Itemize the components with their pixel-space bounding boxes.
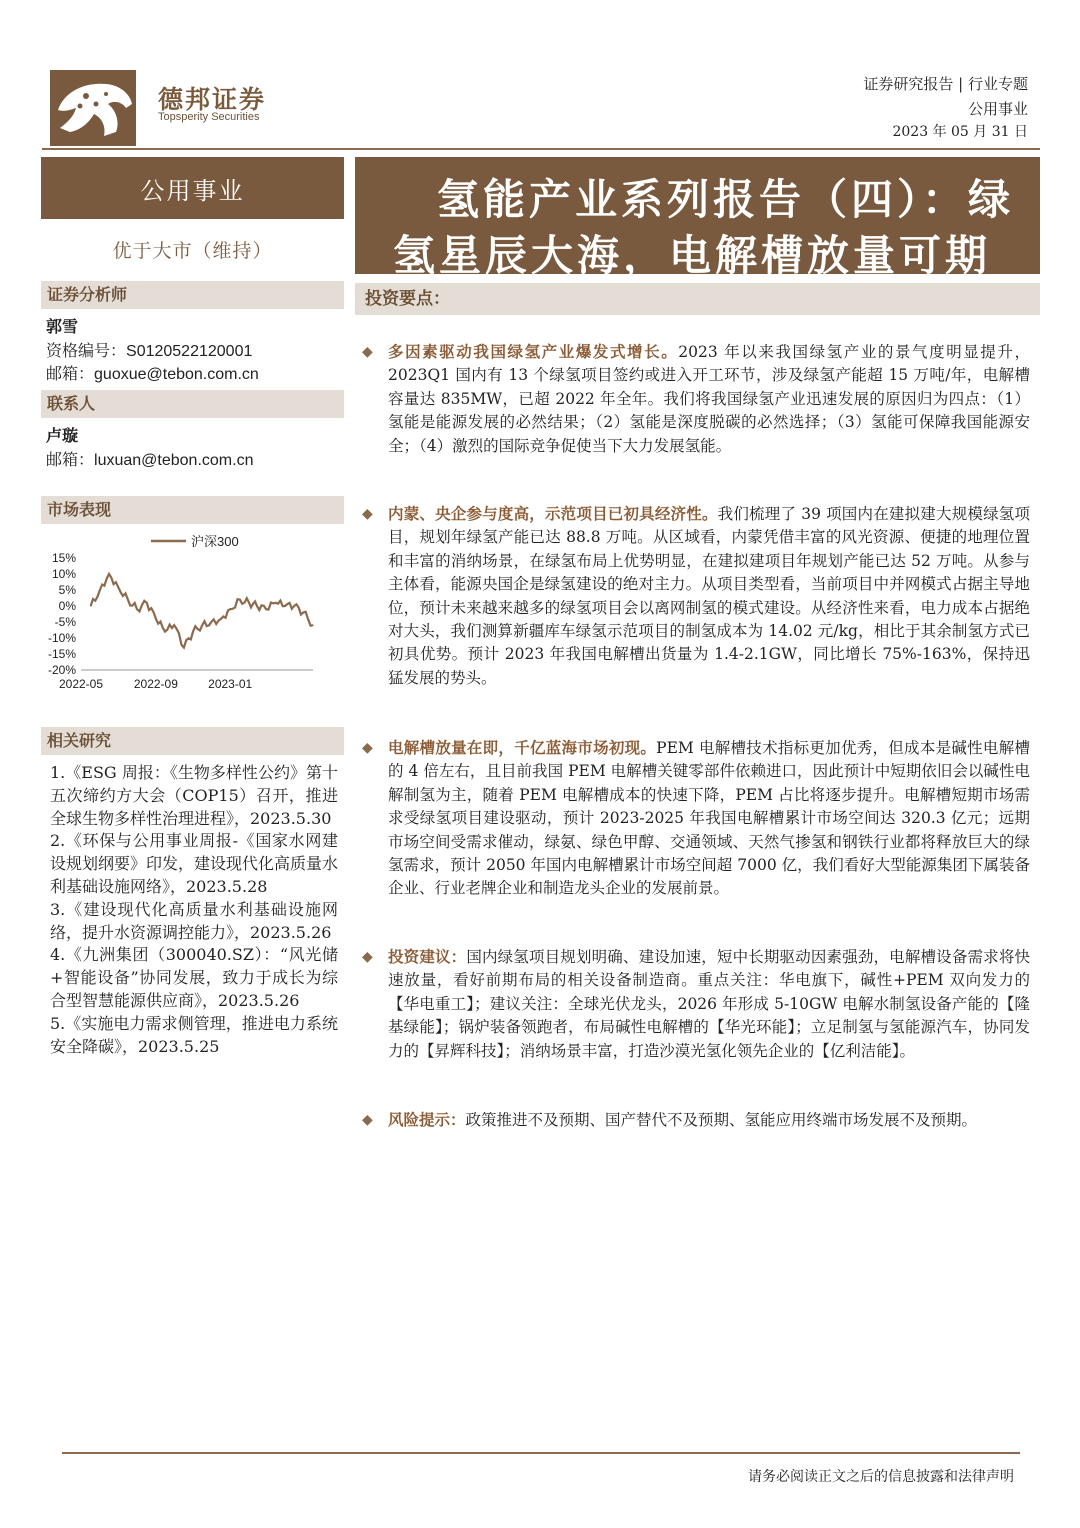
research-item[interactable]: 1.《ESG 周报：《生物多样性公约》第十五次缔约方大会（COP15）召开，推进全球生物多样性治理进程》，2023.5.30 (50, 763, 338, 828)
series-point (136, 609, 137, 610)
series-point (266, 609, 267, 610)
key-point-body: 我们梳理了 39 项国内在建拟建大规模绿氢项目，规划年绿氢产能已达 88.8 万吨。从区域看，内蒙凭借丰富的风光资源、便捷的地理位置和丰富的消纳场景，在绿氢布局上优势明显，在建拟建项目年规划产能已达 52 万吨。从参与主体看，能源央国企是绿氢建设的绝对主力。从项目类型看，当前项目中并网模式占据主导地位，预计未来越来越多的绿氢项目会以离网制氢的模式建设。从经济性来看，电力成本占据绝对大头，我们测算新疆库车绿氢示范项目的制氢成本为 14.02 元/kg，相比于其余制氢方式已初具优势。预计 2023 年我国电解槽出货量为 1.4-2.1GW，同比增长 75%-163%，保持迅猛发展的势头。 (388, 505, 1030, 687)
report-title (355, 157, 1040, 280)
analyst-header: 证券分析师 (41, 281, 344, 309)
report-sector: 公用事业 (967, 100, 1028, 118)
brand-name-cn: 德邦证券 (158, 85, 267, 114)
series-point (303, 612, 304, 613)
footer-divider (62, 1452, 1020, 1454)
research-item[interactable]: 5.《实施电力需求侧管理，推进电力系统安全降碳》，2023.5.25 (50, 1013, 338, 1056)
contact-header: 联系人 (41, 390, 344, 418)
series-point (127, 599, 128, 600)
y-tick-label: 5% (58, 583, 76, 597)
brand-logo (50, 70, 136, 146)
series-point (294, 605, 295, 606)
series-point (312, 625, 313, 626)
market-performance-chart (41, 528, 321, 700)
key-point (362, 1108, 1030, 1132)
x-tick-label: 2022-05 (58, 677, 104, 691)
y-tick-label: -20% (47, 663, 76, 677)
key-point-lead: 风险提示： (388, 1110, 466, 1129)
x-tick-label: 2022-09 (133, 677, 178, 691)
y-tick-label: 15% (51, 551, 76, 565)
series-line-hs300 (91, 574, 313, 648)
series-point (256, 605, 257, 606)
related-research-list (50, 762, 338, 1058)
y-tick-label: -15% (47, 647, 76, 661)
series-point (183, 647, 184, 648)
key-point (362, 945, 1030, 1063)
series-point (155, 618, 156, 619)
research-item[interactable]: 4.《九洲集团（300040.SZ）：“风光储+智能设备”协同发展，致力于成长为综合型智慧能源供应商》，2023.5.26 (50, 945, 338, 1010)
analyst-cert-value: S0120522120001 (126, 343, 253, 360)
analyst-cert (46, 338, 252, 361)
y-tick-label: -5% (54, 615, 76, 629)
series-point (192, 631, 193, 632)
footer-disclaimer: 请务必阅读正文之后的信息披露和法律声明 (748, 1469, 1014, 1485)
key-point-body: 国内绿氢项目规划明确、建设加速，短中长期驱动因素强劲，电解槽设备需求将快速放量，看好前期布局的相关设备制造商。重点关注：华电旗下，碱性+PEM 双向发力的【华电重工】；建议关注：全球光伏龙头，2026 年形成 5-10GW 电解水制氢设备产能的【隆基绿能】；锅炉装备领跑者，布局碱性电解槽的【华光环能】；立足制氢与氢能源汽车，协同发力的【昇辉科技】；消纳场景丰富，打造沙漠光氢化领先企业的【亿利洁能】。 (388, 948, 1030, 1060)
bullet-icon: ◆ (362, 1112, 373, 1128)
contact-email-label: 邮箱： (46, 450, 95, 469)
key-point-body: PEM 电解槽技术指标更加优秀，但成本是碱性电解槽的 4 倍左右，且目前我国 PEM 电解槽关键零部件依赖进口，因此预计中短期依旧会以碱性电解制氢为主，随着 PEM 电解槽成本的快速下降，PEM 占比将逐步提升。电解槽短期市场需求受绿氢项目建设驱动，预计 2023-2025 年我国电解槽累计市场空间达 320.3 亿元；远期市场空间受需求催动，绿氨、绿色甲醇、交通领域、天然气掺氢和钢铁行业都将释放巨大的绿氢需求，预计 2050 年国内电解槽累计市场空间超 7000 亿，我们看好大型能源集团下属装备企业、行业老牌企业和制造龙头企业的发展前景。 (388, 739, 1030, 898)
key-point-lead: 电解槽放量在即，千亿蓝海市场初现。 (388, 738, 657, 757)
key-point-lead: 多因素驱动我国绿氢产业爆发式增长。 (388, 342, 679, 361)
series-point (239, 599, 240, 600)
series-point (275, 602, 276, 603)
key-point-body: 政策推进不及预期、国产替代不及预期、氢能应用终端市场发展不及预期。 (465, 1111, 978, 1129)
series-point (284, 605, 285, 606)
market-header: 市场表现 (41, 496, 344, 524)
y-tick-label: 10% (51, 567, 76, 581)
contact-name: 卢璇 (46, 426, 79, 445)
bullet-icon: ◆ (362, 740, 373, 756)
series-point (90, 605, 91, 606)
series-point (248, 602, 249, 603)
report-type: 证券研究报告 | 行业专题 (863, 75, 1028, 93)
analyst-name: 郭雪 (46, 317, 79, 336)
bullet-icon: ◆ (362, 506, 373, 522)
legend-label: 沪深300 (191, 534, 239, 549)
key-point (362, 502, 1030, 690)
key-point-lead: 内蒙、央企参与度高，示范项目已初具经济性。 (388, 504, 718, 523)
key-points-header: 投资要点： (355, 283, 1040, 315)
x-tick-label: 2023-01 (208, 677, 253, 691)
y-tick-label: 0% (58, 599, 76, 613)
title-line-1: 氢能产业系列报告（四）：绿 (436, 175, 1014, 224)
series-point (174, 625, 175, 626)
title-line-2: 氢星辰大海，电解槽放量可期 (393, 231, 992, 280)
analyst-email-label: 邮箱： (46, 364, 95, 383)
series-point (202, 625, 203, 626)
series-point (146, 602, 147, 603)
research-item[interactable]: 2.《环保与公用事业周报-《国家水网建设规划纲要》印发，建设现代化高质量水利基础设施网络》，2023.5.28 (50, 831, 339, 896)
series-point (164, 631, 165, 632)
series-point (211, 621, 212, 622)
analyst-cert-label: 资格编号： (46, 341, 127, 360)
key-point (362, 736, 1030, 901)
key-point-lead: 投资建议： (388, 947, 467, 966)
contact-email-value[interactable]: luxuan@tebon.com.cn (94, 452, 254, 469)
analyst-email-value[interactable]: guoxue@tebon.com.cn (94, 366, 259, 383)
contact-email (46, 447, 253, 470)
sector-label: 公用事业 (41, 157, 344, 219)
bullet-icon: ◆ (362, 344, 373, 360)
series-point (220, 618, 221, 619)
series-point (118, 586, 119, 587)
analyst-email (46, 361, 259, 384)
key-point (362, 340, 1030, 458)
series-point (99, 589, 100, 590)
series-point (108, 573, 109, 574)
report-date: 2023 年 05 月 31 日 (892, 124, 1028, 140)
series-point (230, 609, 231, 610)
research-header: 相关研究 (41, 727, 344, 755)
bullet-icon: ◆ (362, 949, 373, 965)
brand-name-en: Topsperity Securities (158, 111, 260, 123)
research-item[interactable]: 3.《建设现代化高质量水利基础设施网络，提升水资源调控能力》，2023.5.26 (50, 899, 338, 942)
rating: 优于大市（维持） (112, 240, 273, 262)
y-tick-label: -10% (47, 631, 76, 645)
key-point-body: 2023 年以来我国绿氢产业的景气度明显提升，2023Q1 国内有 13 个绿氢项目签约或进入开工环节，涉及绿氢产能超 15 万吨/年，电解槽容量达 835MW，已超 2022 年全年。我们将我国绿氢产业迅速发展的原因归为四点：（1）氢能是能源发展的必然结果；（2）氢能是深度脱碳的必然选择；（3）氢能可保障我国能源安全；（4）激烈的国际竞争促使当下大力发展氢能。 (388, 343, 1030, 455)
header-divider (42, 148, 1040, 150)
